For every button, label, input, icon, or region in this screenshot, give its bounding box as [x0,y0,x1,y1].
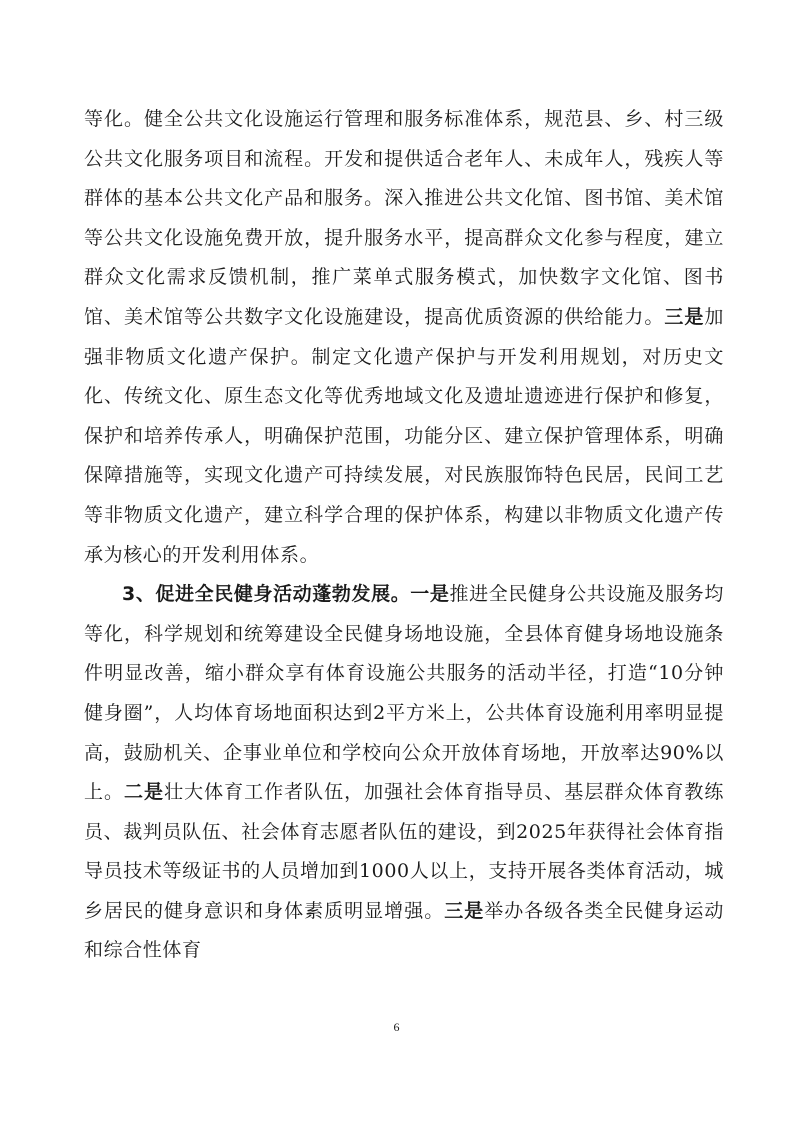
page-number: 6 [393,1020,400,1034]
paragraph-text: 壮大体育工作者队伍，加强社会体育指导员、基层群众体育教练员、裁判员队伍、社会体育志愿者队伍的建设，到2025年获得社会体育指导员技术等级证书的人员增加到1000人以上，支持开展各类体育活动，城乡居民的健身意识和身体素质明显增强。 [84,781,724,922]
paragraph-cultural-heritage [84,100,724,575]
section-heading: 3、促进全民健身活动蓬勃发展。一是 [122,583,450,606]
document-body [84,100,724,971]
bold-lead-phrase: 三是 [444,899,485,922]
paragraph-text: 等化。健全公共文化设施运行管理和服务标准体系，规范县、乡、村三级公共文化服务项目和流程。开发和提供适合老年人、未成年人，残疾人等群体的基本公共文化产品和服务。深入推进公共文化馆、图书馆、美术馆等公共文化设施免费开放，提升服务水平，提高群众文化参与程度，建立群众文化需求反馈机制，推广菜单式服务模式，加快数字文化馆、图书馆、美术馆等公共数字文化设施建设，提高优质资源的供给能力。 [84,108,724,328]
paragraph-text: 举办各级各类全民健身运动和综合性体育 [84,899,725,962]
paragraph-text: 加强非物质文化遗产保护。制定文化遗产保护与开发利用规划，对历史文化、传统文化、原生态文化等优秀地域文化及遗址遗迹进行保护和修复，保护和培养传承人，明确保护范围，功能分区、建立保护管理体系，明确保障措施等，实现文化遗产可持续发展，对民族服饰特色民居，民间工艺等非物质文化遗产，建立科学合理的保护体系，构建以非物质文化遗产传承为核心的开发利用体系。 [84,305,724,566]
bold-lead-phrase: 二是 [124,781,165,804]
bold-lead-phrase: 三是 [664,305,705,328]
paragraph-fitness [84,575,724,971]
paragraph-text: 推进全民健身公共设施及服务均等化，科学规划和统筹建设全民健身场地设施，全县体育健身场地设施条件明显改善，缩小群众享有体育设施公共服务的活动半径，打造“10分钟健身圈”，人均体育场地面积达到2平方米上，公共体育设施利用率明显提高，鼓励机关、企事业单位和学校向公众开放体育场地，开放率达90%以上。 [84,583,725,804]
